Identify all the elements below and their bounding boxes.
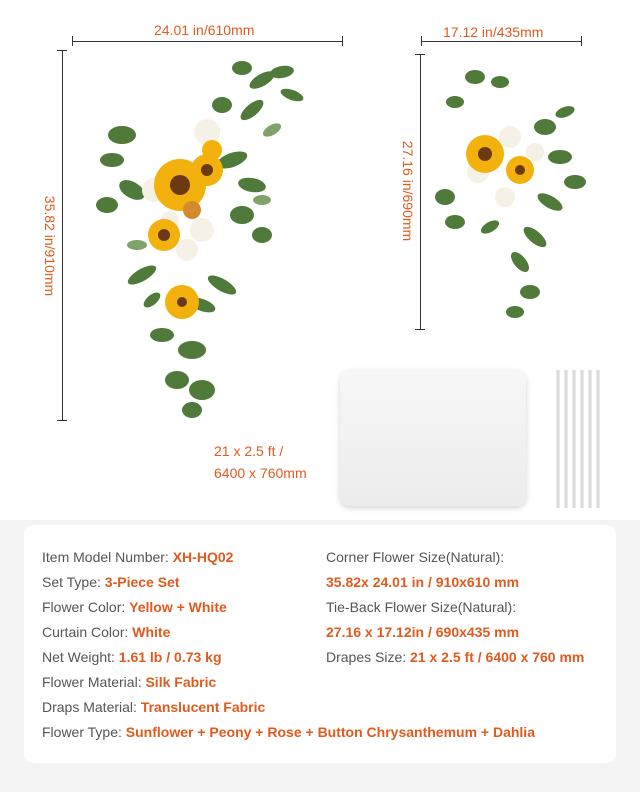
tieback-width-label: 17.12 in/435mm	[443, 24, 544, 40]
spec-flower-type: Flower Type: Sunflower + Peony + Rose + Button Chrysanthemum + Dahlia	[42, 724, 535, 740]
spec-flower-color: Flower Color: Yellow + White	[42, 599, 227, 615]
height-tick-bottom	[57, 420, 67, 421]
tb-width-tick-right	[581, 36, 582, 46]
spec-net-weight: Net Weight: 1.61 lb / 0.73 kg	[42, 649, 222, 665]
spec-model: Item Model Number: XH-HQ02	[42, 549, 234, 565]
tieback-height-label: 27.16 in/690mm	[400, 140, 416, 242]
drape-size: Drapes Size: 21 x 2.5 ft / 6400 x 760 mm	[326, 649, 585, 665]
corner-height-line	[62, 50, 63, 420]
spec-set-type: Set Type: 3-Piece Set	[42, 574, 180, 590]
tie-straps	[552, 368, 604, 512]
tieback-height-line	[420, 54, 421, 330]
drape-size-line2: 6400 x 760mm	[214, 465, 307, 481]
corner-size-label: Corner Flower Size(Natural):	[326, 549, 505, 565]
spec-drape-material: Draps Material: Translucent Fabric	[42, 699, 266, 715]
tieback-width-line	[421, 41, 582, 42]
corner-flower-arrangement	[92, 50, 312, 430]
corner-size-value: 35.82x 24.01 in / 910x610 mm	[326, 574, 520, 590]
spec-card	[24, 525, 616, 763]
corner-width-line	[72, 41, 343, 42]
tb-height-tick-bottom	[415, 329, 425, 330]
spec-flower-material: Flower Material: Silk Fabric	[42, 674, 217, 690]
tieback-size-label: Tie-Back Flower Size(Natural):	[326, 599, 517, 615]
folded-drape	[340, 370, 526, 506]
corner-width-label: 24.01 in/610mm	[154, 22, 255, 38]
tieback-flower-arrangement	[430, 62, 600, 332]
corner-height-label: 35.82 in/910mm	[42, 195, 58, 297]
tieback-size-value: 27.16 x 17.12in / 690x435 mm	[326, 624, 520, 640]
width-tick-right	[342, 36, 343, 46]
spec-curtain-color: Curtain Color: White	[42, 624, 171, 640]
drape-size-line1: 21 x 2.5 ft /	[214, 443, 284, 459]
